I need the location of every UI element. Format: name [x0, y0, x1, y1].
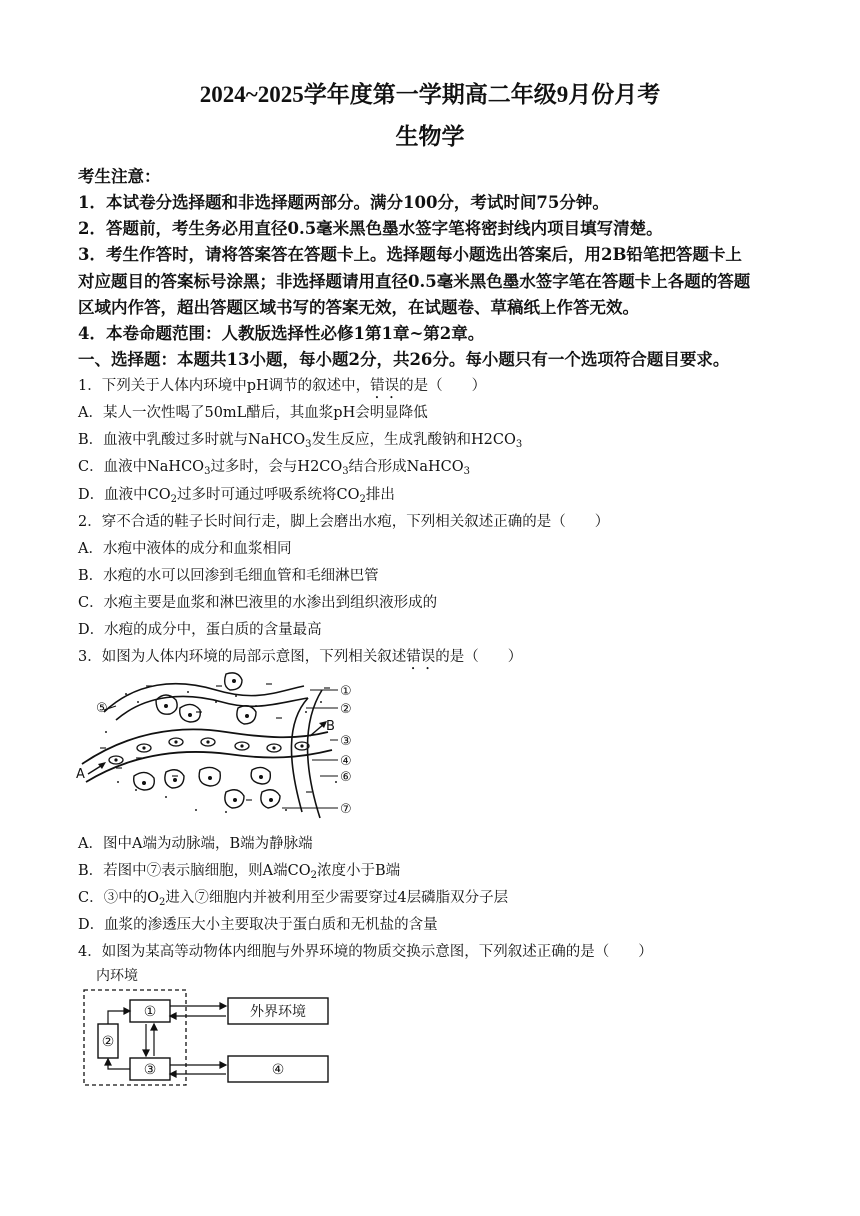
label-7: ⑦ [340, 802, 352, 817]
q1-option-b: B．血液中乳酸过多时就与NaHCO$_3$发生反应，生成乳酸钠和$H2CO_3$ [78, 432, 523, 450]
q2-option-c: C．水疱主要是血浆和淋巴液里的水渗出到组织液形成的 [78, 595, 438, 611]
q2-stem: 2．穿不合适的鞋子长时间行走，脚上会磨出水疱，下列相关叙述正确的是（ ） [78, 514, 610, 530]
q2-option-d: D．水疱的成分中，蛋白质的含量最高 [78, 622, 322, 638]
q4-stem: 4．如图为某高等动物体内细胞与外界环境的物质交换示意图，下列叙述正确的是（ ） [78, 944, 653, 960]
q2-option-b: B．水疱的水可以回渗到毛细血管和毛细淋巴管 [78, 568, 379, 584]
emphasis-mark: 错误 [406, 649, 436, 665]
svg-text:③: ③ [143, 1062, 157, 1078]
label-4: ④ [340, 754, 352, 769]
label-a: A [76, 767, 85, 782]
q2-option-a: A．水疱中液体的成分和血浆相同 [78, 541, 292, 557]
label-b: B [326, 719, 335, 734]
q3-stem: 3．如图为人体内环境的局部示意图，下列相关叙述错误的是（ ） [78, 649, 523, 665]
q3-option-b: B．若图中⑦表示脑细胞，则A端$CO_2$浓度小于B端 [78, 863, 401, 881]
exam-title: 2024~2025学年度第一学期高二年级9月份月考 [199, 82, 661, 107]
notice-item-3-cont1: 对应题目的答案标号涂黑；非选择题请用直径0.5毫米黑色墨水签字笔在答题卡上各题的答题 [78, 272, 751, 291]
q1-option-a: A．某人一次性喝了50mL醋后，其血浆pH会明显降低 [78, 405, 428, 421]
q1-option-c: C．血液中NaHCO$_3$过多时，会与$H2CO_3$结合形成NaHCO$_3$ [78, 459, 471, 477]
q1-option-d: D．血液中$CO_2$过多时可通过呼吸系统将$CO_2$排出 [78, 487, 395, 505]
exchange-diagram [78, 964, 338, 1089]
q3-option-d: D．血浆的渗透压大小主要取决于蛋白质和无机盐的含量 [78, 917, 438, 933]
label-2: ② [340, 702, 352, 717]
notice-item-4: 4．本卷命题范围：人教版选择性必修1第1章~第2章。 [78, 324, 485, 343]
notice-heading: 考生注意： [78, 167, 161, 186]
q3-option-c: C．③中的$O_2$进入⑦细胞内并被利用至少需要穿过4层磷脂双分子层 [78, 890, 509, 908]
svg-text:①: ① [143, 1004, 157, 1020]
notice-item-3-cont2: 区域内作答，超出答题区域书写的答案无效，在试题卷、草稿纸上作答无效。 [78, 298, 639, 317]
q3-option-a: A．图中A端为动脉端，B端为静脉端 [78, 836, 313, 852]
notice-item-2: 2．答题前，考生务必用直径0.5毫米黑色墨水签字笔将密封线内项目填写清楚。 [78, 219, 663, 238]
emphasis-mark: 错误 [370, 378, 400, 394]
subject-title: 生物学 [395, 124, 465, 149]
label-5: ⑤ [96, 701, 108, 716]
svg-text:②: ② [101, 1034, 115, 1050]
internal-environment-diagram [76, 672, 366, 822]
section-heading: 一、选择题：本题共13小题，每小题2分，共26分。每小题只有一个选项符合题目要求。 [78, 350, 730, 369]
label-3: ③ [340, 734, 352, 749]
svg-text:外界环境: 外界环境 [250, 1004, 306, 1020]
q1-stem: 1．下列关于人体内环境中pH调节的叙述中，错误的是（ ） [78, 378, 487, 394]
label-1: ① [340, 684, 352, 699]
notice-item-3: 3．考生作答时，请将答案答在答题卡上。选择题每小题选出答案后，用2B铅笔把答题卡上 [78, 245, 742, 264]
label-6: ⑥ [340, 770, 352, 785]
notice-item-1: 1．本试卷分选择题和非选择题两部分。满分100分，考试时间75分钟。 [78, 193, 609, 212]
inner-environment-label: 内环境 [96, 968, 138, 984]
svg-text:④: ④ [271, 1062, 285, 1078]
